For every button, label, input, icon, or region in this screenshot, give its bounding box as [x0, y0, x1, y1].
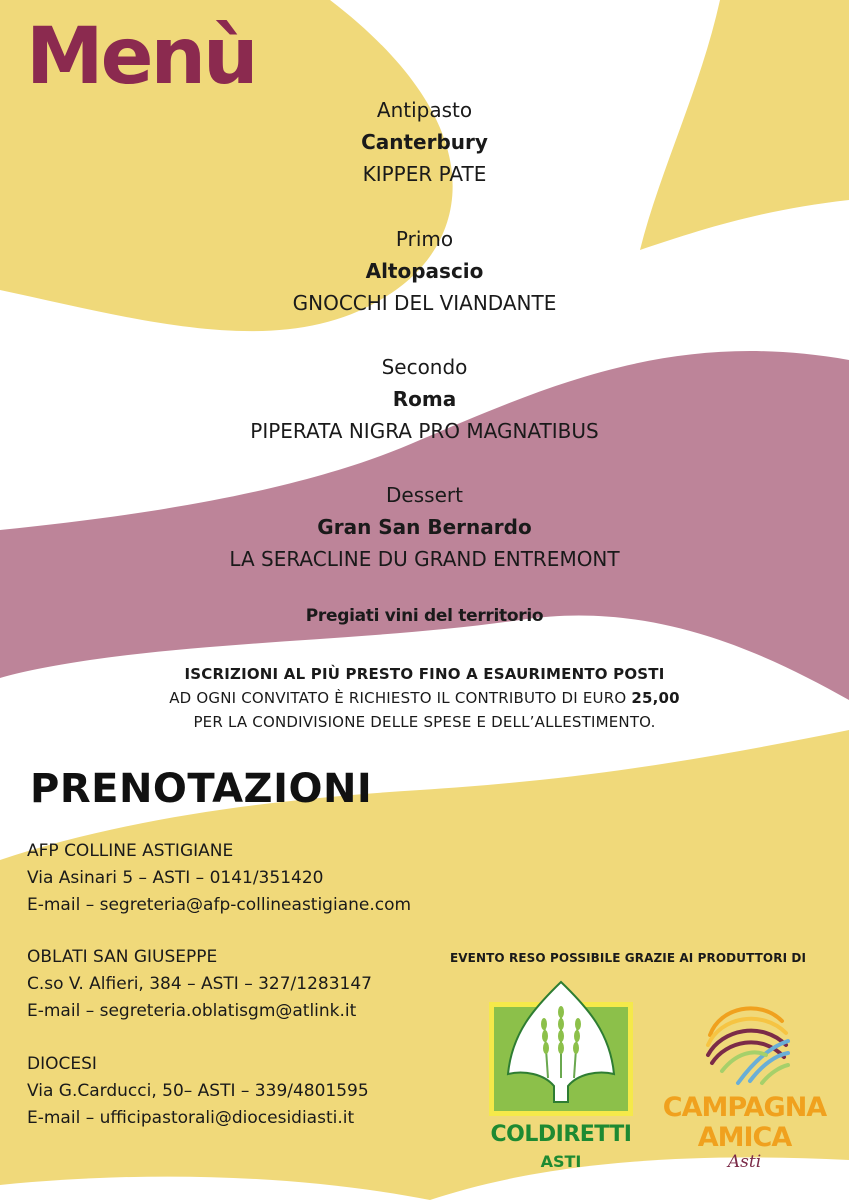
contact-address: C.so V. Alfieri, 384 – ASTI – 327/1283147 [27, 974, 372, 994]
course-place: Gran San Bernardo [317, 515, 532, 539]
contribution-line [0, 686, 849, 710]
course-dish: PIPERATA NIGRA PRO MAGNATIBUS [250, 419, 599, 443]
contact-name: DIOCESI [27, 1054, 97, 1074]
course-dish: GNOCCHI DEL VIANDANTE [292, 291, 557, 315]
course-dessert [0, 479, 849, 575]
coldiretti-city: ASTI [540, 1152, 582, 1171]
contribution-amount: 25,00 [631, 689, 680, 707]
contact-afp [27, 838, 411, 919]
registration-info [0, 662, 849, 734]
course-type: Dessert [386, 483, 463, 507]
course-dish: LA SERACLINE DU GRAND ENTREMONT [229, 547, 620, 571]
contribution-text: AD OGNI CONVITATO È RICHIESTO IL CONTRIBUTO DI EURO [169, 689, 627, 707]
campagna-amica-logo-icon [700, 995, 792, 1087]
prenotazioni-title: PRENOTAZIONI [30, 766, 373, 812]
registration-line: ISCRIZIONI AL PIÙ PRESTO FINO A ESAURIMENTO POSTI [184, 665, 665, 683]
course-primo [0, 223, 849, 319]
contact-address: Via Asinari 5 – ASTI – 0141/351420 [27, 868, 324, 888]
course-secondo [0, 351, 849, 447]
campagna-amica-city: Asti [727, 1152, 762, 1172]
wine-note: Pregiati vini del territorio [305, 606, 544, 626]
course-type: Antipasto [376, 98, 473, 122]
contact-diocesi [27, 1051, 369, 1132]
contact-name: OBLATI SAN GIUSEPPE [27, 947, 218, 967]
course-type: Primo [395, 227, 454, 251]
contact-email[interactable]: E-mail – ufficipastorali@diocesidiasti.it [27, 1108, 355, 1128]
course-antipasto [0, 94, 849, 190]
purpose-line: PER LA CONDIVISIONE DELLE SPESE E DELL’ALLESTIMENTO. [193, 713, 656, 731]
course-place: Roma [392, 387, 457, 411]
contact-email[interactable]: E-mail – segreteria.oblatisgm@atlink.it [27, 1001, 357, 1021]
contact-address: Via G.Carducci, 50– ASTI – 339/4801595 [27, 1081, 369, 1101]
contact-email[interactable]: E-mail – segreteria@afp-collineastigiane.com [27, 895, 412, 915]
contact-oblati [27, 944, 372, 1025]
campagna-amica-line2: AMICA [697, 1122, 792, 1153]
course-place: Altopascio [365, 259, 484, 283]
course-place: Canterbury [361, 130, 488, 154]
contact-name: AFP COLLINE ASTIGIANE [27, 841, 234, 861]
menu-title: Menù [26, 12, 256, 102]
campagna-amica-line1: CAMPAGNA [662, 1092, 827, 1123]
sponsor-text: EVENTO RESO POSSIBILE GRAZIE AI PRODUTTORI DI [450, 951, 807, 965]
coldiretti-name: COLDIRETTI [490, 1122, 632, 1147]
course-dish: KIPPER PATE [362, 162, 487, 186]
course-type: Secondo [381, 355, 468, 379]
coldiretti-logo-icon [488, 978, 634, 1118]
